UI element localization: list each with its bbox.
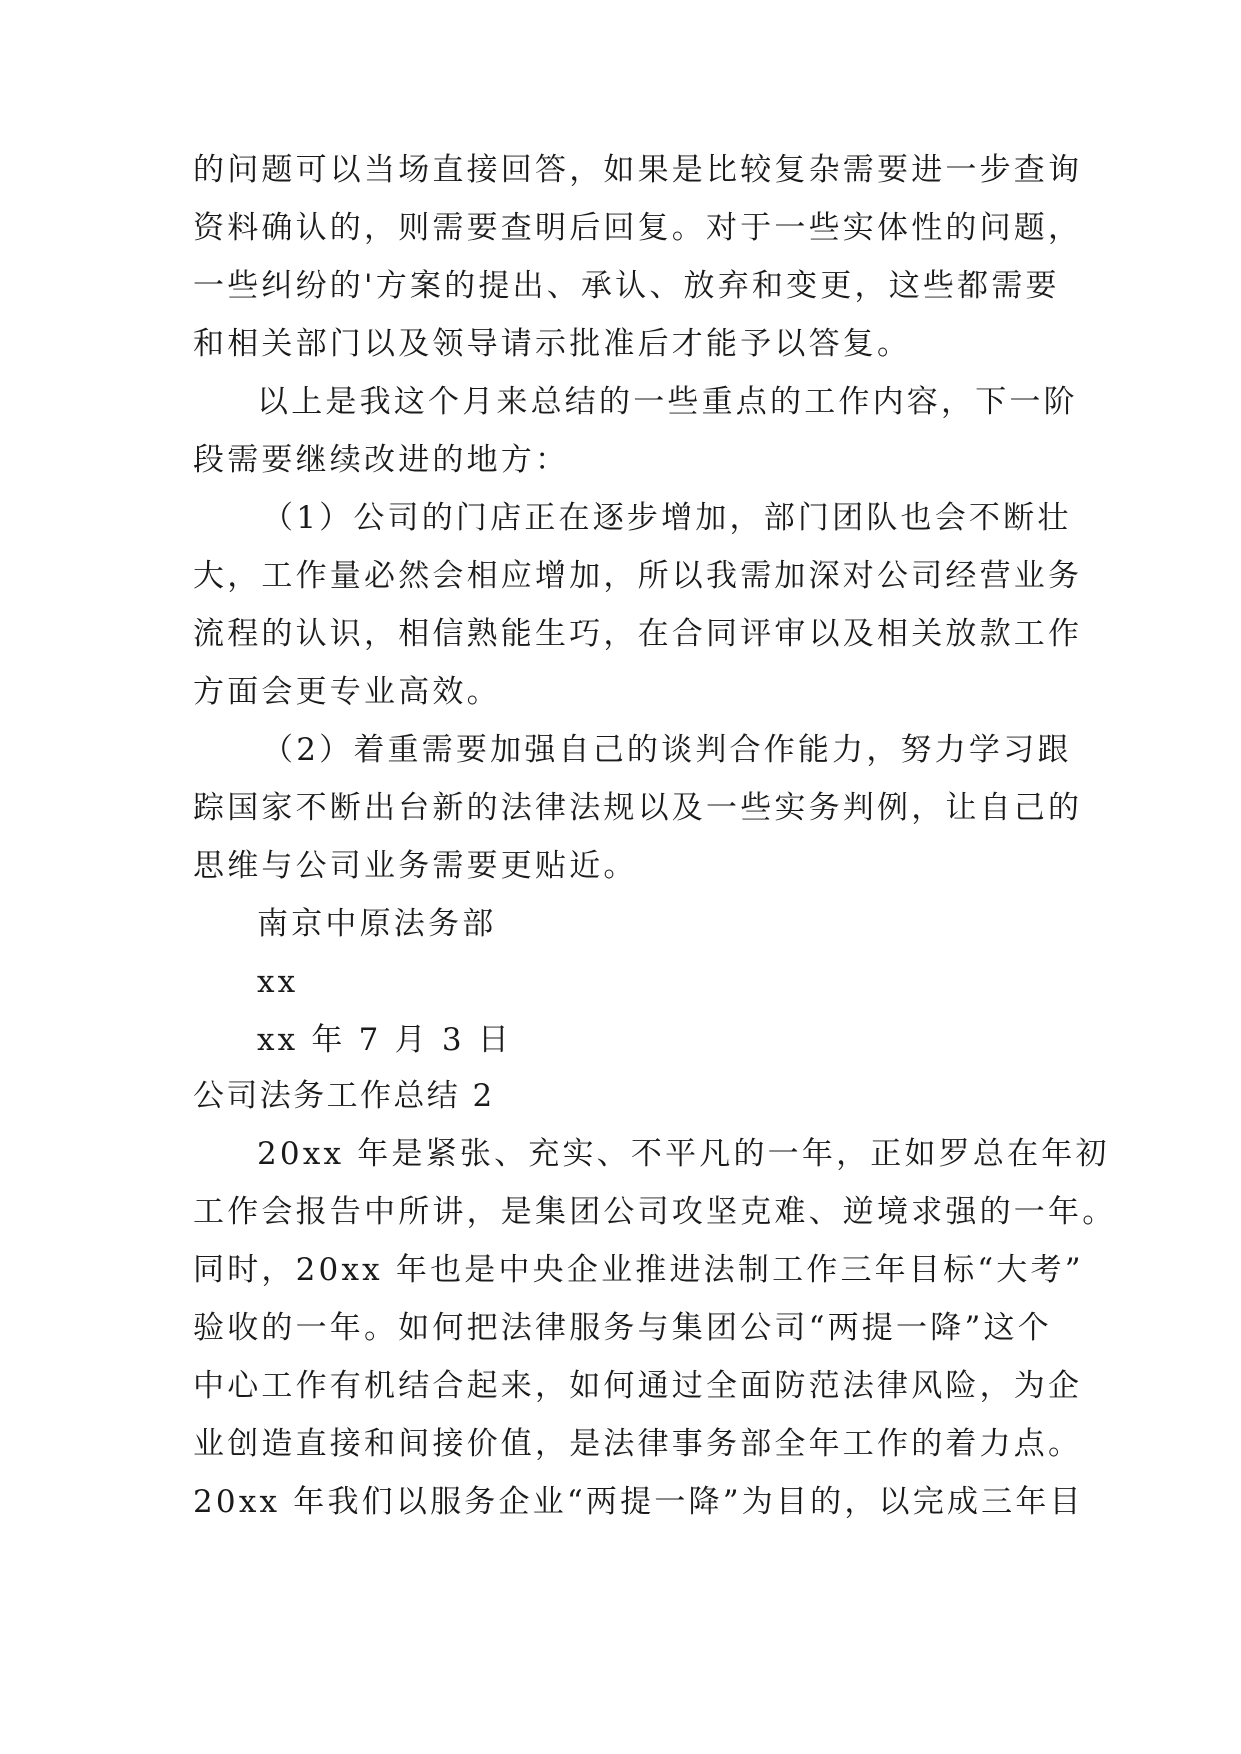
list-item-1-line-2: 大，工作量必然会相应增加，所以我需加深对公司经营业务 — [193, 558, 1083, 594]
section-paragraph-line-4: 验收的一年。如何把法律服务与集团公司“两提一降”这个 — [193, 1310, 1052, 1346]
signature-date: xx 年 7 月 3 日 — [257, 1022, 513, 1058]
list-item-2-line-1: （2）着重需要加强自己的谈判合作能力，努力学习跟 — [262, 732, 1072, 768]
section-paragraph-line-6: 业创造直接和间接价值，是法律事务部全年工作的着力点。 — [193, 1426, 1083, 1462]
section-paragraph-line-5: 中心工作有机结合起来，如何通过全面防范法律风险，为企 — [193, 1368, 1083, 1404]
signature-name: xx — [257, 964, 299, 1000]
section-paragraph-line-3: 同时，20xx 年也是中央企业推进法制工作三年目标“大考” — [193, 1252, 1084, 1288]
list-item-2-line-2: 踪国家不断出台新的法律法规以及一些实务判例，让自己的 — [193, 790, 1083, 826]
list-item-1-line-1: （1）公司的门店正在逐步增加，部门团队也会不断壮 — [262, 500, 1072, 536]
list-item-1-line-4: 方面会更专业高效。 — [193, 674, 501, 710]
paragraph-line-1: 的问题可以当场直接回答，如果是比较复杂需要进一步查询 — [193, 152, 1083, 188]
section-title: 公司法务工作总结 2 — [193, 1078, 495, 1114]
section-paragraph-line-7: 20xx 年我们以服务企业“两提一降”为目的，以完成三年目 — [193, 1484, 1084, 1520]
paragraph-line-2: 资料确认的，则需要查明后回复。对于一些实体性的问题， — [193, 210, 1083, 246]
section-paragraph-line-1: 20xx 年是紧张、充实、不平凡的一年，正如罗总在年初 — [257, 1136, 1110, 1172]
list-item-1-line-3: 流程的认识，相信熟能生巧，在合同评审以及相关放款工作 — [193, 616, 1083, 652]
paragraph-line-5: 以上是我这个月来总结的一些重点的工作内容，下一阶 — [257, 384, 1078, 420]
paragraph-line-6: 段需要继续改进的地方： — [193, 442, 570, 478]
paragraph-line-3: 一些纠纷的'方案的提出、承认、放弃和变更，这些都需要 — [193, 268, 1060, 304]
section-paragraph-line-2: 工作会报告中所讲，是集团公司攻坚克难、逆境求强的一年。 — [193, 1194, 1117, 1230]
list-item-2-line-3: 思维与公司业务需要更贴近。 — [193, 848, 638, 884]
paragraph-line-4: 和相关部门以及领导请示批准后才能予以答复。 — [193, 326, 912, 362]
signature-department: 南京中原法务部 — [257, 906, 497, 942]
